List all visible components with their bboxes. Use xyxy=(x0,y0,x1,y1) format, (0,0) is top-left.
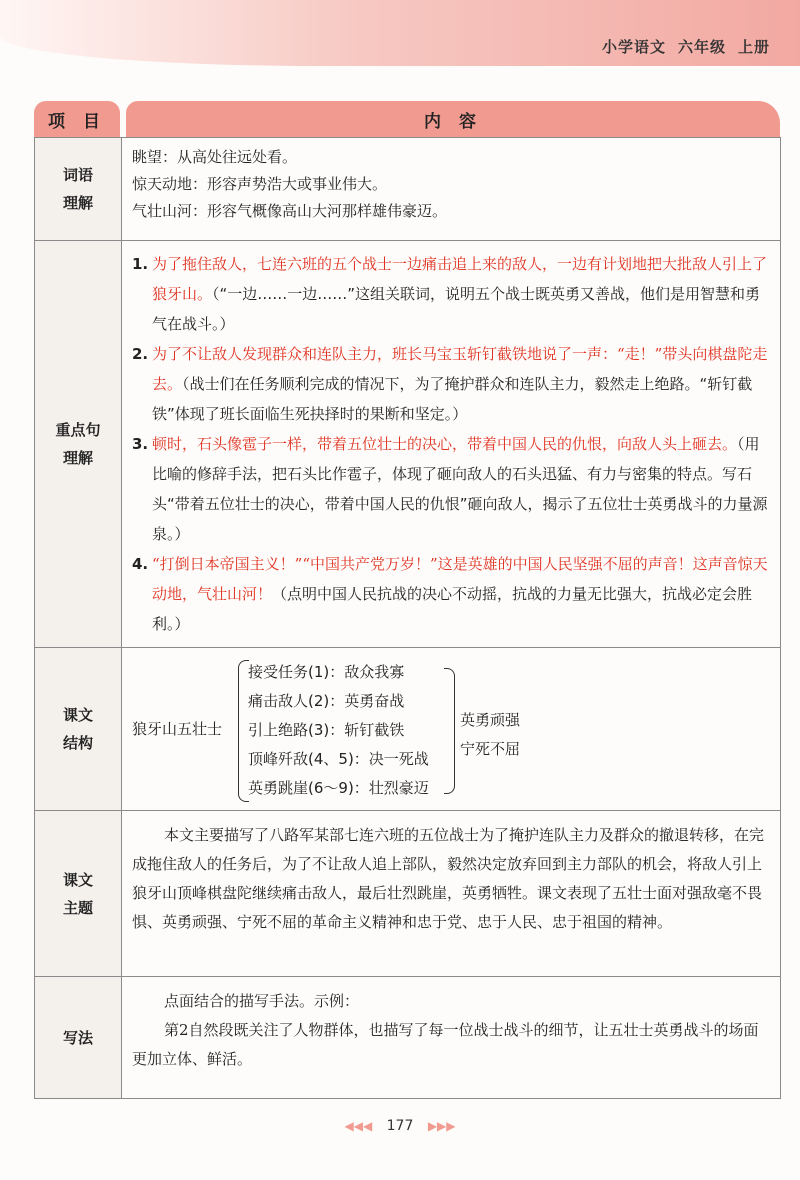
structure-root: 狼牙山五壮士 xyxy=(132,720,223,738)
sentence-note: （“一边……一边……”这组关联词，说明五个战士既英勇又善战，他们是用智慧和勇气在战斗。） xyxy=(152,285,761,333)
quoted-sentence: “打倒日本帝国主义！”“中国共产党万岁！”这是英雄的中国人民坚强不屈的声音！这声音惊天动地，气壮山河！ xyxy=(152,555,768,603)
writing-line: 第2自然段既关注了人物群体，也描写了每一位战士战斗的细节，让五壮士英勇战斗的场面更加立体、鲜活。 xyxy=(132,1021,759,1068)
key-sentence-row xyxy=(35,241,780,648)
right-arrows-icon: ▶▶▶ xyxy=(427,1119,456,1133)
column-header-item: 项 目 xyxy=(34,101,120,137)
key-sentence-label: 重点句 理解 xyxy=(35,241,122,647)
subject-label: 小学语文 xyxy=(601,38,666,56)
volume-label: 上册 xyxy=(737,38,770,56)
theme-row xyxy=(35,811,780,977)
structure-step: 顶峰歼敌(4、5)：决一死战 xyxy=(248,750,429,768)
book-series-title xyxy=(590,36,770,57)
structure-step: 痛击敌人(2)：英勇奋战 xyxy=(248,692,405,710)
quoted-sentence: 为了不让敌人发现群众和连队主力，班长马宝玉斩钉截铁地说了一声：“走！”带头向棋盘陀走去。 xyxy=(152,345,768,393)
theme-label: 课文 主题 xyxy=(35,811,122,976)
theme-text: 本文主要描写了八路军某部七连六班的五位战士为了掩护连队主力及群众的撤退转移，在完成拖住敌人的任务后，为了不让敌人追上部队，毅然决定放弃回到主力部队的机会，将敌人引上狼牙山顶峰棋盘陀继续痛击敌人，最后壮烈跳崖，英勇牺牲。课文表现了五壮士面对强敌毫不畏惧、英勇顽强、宁死不屈的革命主义精神和忠于党、忠于人民、忠于祖国的精神。 xyxy=(132,826,765,931)
page-number: 177 xyxy=(386,1118,414,1134)
vocab-row xyxy=(35,138,780,241)
left-arrows-icon: ◀◀◀ xyxy=(344,1119,373,1133)
theme-content xyxy=(122,811,780,976)
item-number: 3. xyxy=(132,435,149,453)
vocab-line: 气壮山河：形容气概像高山大河那样雄伟豪迈。 xyxy=(132,202,448,220)
structure-summary xyxy=(460,706,520,764)
item-number: 4. xyxy=(132,555,149,573)
vocab-label: 词语 理解 xyxy=(35,138,122,240)
quoted-sentence: 为了拖住敌人，七连六班的五个战士一边痛击追上来的敌人，一边有计划地把大批敌人引上了狼牙山。 xyxy=(152,255,768,303)
structure-step: 接受任务(1)：敌众我寡 xyxy=(248,663,405,681)
writing-content xyxy=(122,977,780,1098)
structure-steps xyxy=(248,658,429,803)
vocab-content xyxy=(122,138,780,240)
sentence-note: （点明中国人民抗战的决心不动摇，抗战的力量无比强大，抗战必定会胜利。） xyxy=(152,585,753,633)
key-sentence-item xyxy=(132,549,770,639)
right-brace xyxy=(444,668,455,794)
sentence-note: （用比喻的修辞手法，把石头比作雹子，体现了砸向敌人的石头迅猛、有力与密集的特点。写石头“带着五位壮士的决心，带着中国人民的仇恨”砸向敌人，揭示了五位壮士英勇战斗的力量源泉。） xyxy=(152,435,768,543)
quoted-sentence: 顿时，石头像雹子一样，带着五位壮士的决心，带着中国人民的仇恨，向敌人头上砸去。 xyxy=(152,435,738,453)
sentence-note: （战士们在任务顺利完成的情况下，为了掩护群众和连队主力，毅然走上绝路。“斩钉截铁”体现了班长面临生死抉择时的果断和坚定。） xyxy=(152,375,753,423)
writing-line: 点面结合的描写手法。示例： xyxy=(164,992,360,1010)
item-number: 1. xyxy=(132,255,149,273)
vocab-line: 眺望：从高处往远处看。 xyxy=(132,148,298,166)
key-sentence-item xyxy=(132,249,770,339)
summary-line: 英勇顽强 xyxy=(460,711,521,729)
item-number: 2. xyxy=(132,345,149,363)
key-sentence-item xyxy=(132,339,770,429)
writing-label: 写法 xyxy=(35,977,122,1098)
column-header-content: 内 容 xyxy=(126,101,780,137)
key-sentence-content xyxy=(122,241,780,647)
study-table xyxy=(34,137,781,1099)
structure-row xyxy=(35,648,780,811)
structure-diagram xyxy=(132,654,770,804)
key-sentence-item xyxy=(132,429,770,549)
structure-step: 英勇跳崖(6～9)：壮烈豪迈 xyxy=(248,779,429,797)
vocab-line: 惊天动地：形容声势浩大或事业伟大。 xyxy=(132,175,388,193)
page-footer xyxy=(0,1118,800,1134)
structure-content xyxy=(122,648,780,810)
structure-step: 引上绝路(3)：斩钉截铁 xyxy=(248,721,405,739)
writing-row xyxy=(35,977,780,1098)
grade-label: 六年级 xyxy=(677,38,726,56)
structure-label: 课文 结构 xyxy=(35,648,122,810)
summary-line: 宁死不屈 xyxy=(460,740,521,758)
